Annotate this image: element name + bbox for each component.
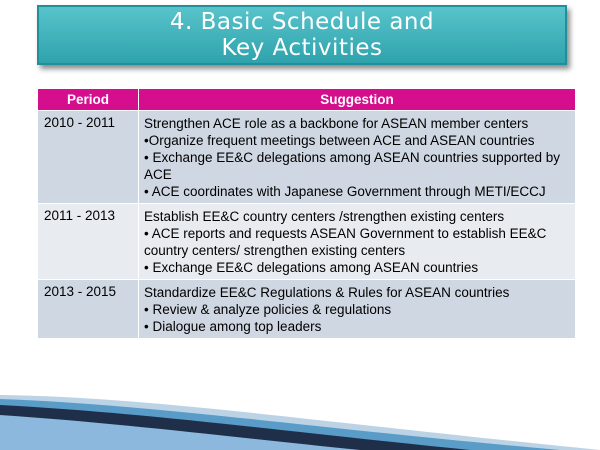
slide-title-line2: Key Activities <box>221 35 383 61</box>
suggestion-line: • Review & analyze policies & regulations <box>144 302 392 317</box>
period-cell: 2013 - 2015 <box>38 280 139 339</box>
schedule-table <box>37 88 576 339</box>
period-cell: 2010 - 2011 <box>38 111 139 204</box>
suggestion-line: • Dialogue among top leaders <box>144 319 322 334</box>
period-cell: 2011 - 2013 <box>38 204 139 280</box>
table-row <box>38 280 576 339</box>
header-suggestion: Suggestion <box>139 89 576 111</box>
suggestion-line: • Exchange EE&C delegations among ASEAN countries supported by ACE <box>144 150 560 182</box>
suggestion-line: Strengthen ACE role as a backbone for ASEAN member centers <box>144 116 529 131</box>
suggestion-line: • ACE coordinates with Japanese Government through METI/ECCJ <box>144 184 546 199</box>
suggestion-cell <box>139 280 576 339</box>
suggestion-cell <box>139 111 576 204</box>
suggestion-line: Standardize EE&C Regulations & Rules for ASEAN countries <box>144 285 510 300</box>
suggestion-line: •Organize frequent meetings between ACE and ASEAN countries <box>144 133 535 148</box>
slide-title <box>37 5 567 65</box>
table-header-row <box>38 89 576 111</box>
suggestion-line: • Exchange EE&C delegations among ASEAN countries <box>144 260 479 275</box>
table-row <box>38 204 576 280</box>
table-row <box>38 111 576 204</box>
slide-title-line1: 4. Basic Schedule and <box>169 9 435 35</box>
suggestion-line: Establish EE&C country centers /strengthen existing centers <box>144 209 505 224</box>
suggestion-line: • ACE reports and requests ASEAN Government to establish EE&C country centers/ strengthen existing centers <box>144 226 547 258</box>
header-period: Period <box>38 89 139 111</box>
decorative-wave <box>0 375 600 450</box>
suggestion-cell <box>139 204 576 280</box>
